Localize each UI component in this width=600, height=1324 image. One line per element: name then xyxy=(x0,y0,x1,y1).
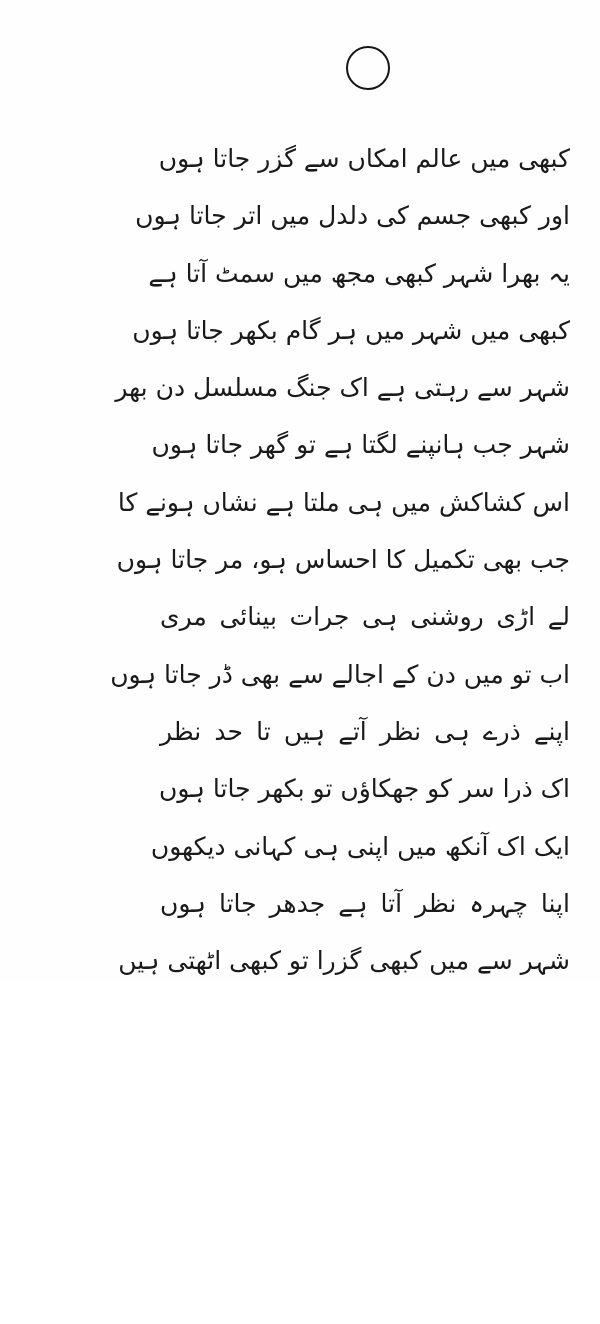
circle-mark xyxy=(346,46,390,90)
poem-line: اور کبھی جسم کی دلدل میں اتر جاتا ہوں xyxy=(135,201,570,231)
poem-line: لے اڑی روشنی ہی جرات بینائی مری xyxy=(160,602,570,632)
poem-line: ایک اک آنکھ میں اپنی ہی کہانی دیکھوں xyxy=(150,831,570,861)
poem-line: کبھی میں عالم امکاں سے گزر جاتا ہوں xyxy=(158,144,570,173)
poem-line: یہ بھرا شہر کبھی مجھ میں سمٹ آتا ہے xyxy=(148,258,570,288)
poem-line: اس کشاکش میں ہی ملتا ہے نشاں ہونے کا xyxy=(117,487,570,517)
blank-area xyxy=(0,980,600,1324)
poem-text xyxy=(110,130,570,976)
poem-line: شہر جب ہانپنے لگتا ہے تو گھر جاتا ہوں xyxy=(151,430,570,460)
poem-line: اب تو میں دن کے اجالے سے بھی ڈر جاتا ہوں xyxy=(110,659,570,689)
poem-line: کبھی میں شہر میں ہر گام بکھر جاتا ہوں xyxy=(132,315,570,345)
poem-line-cut-off: شہر سے میں کبھی گزرا تو کبھی اٹھتی ہیں xyxy=(118,946,570,976)
poem-line: شہر سے رہتی ہے اک جنگ مسلسل دن بھر xyxy=(115,373,570,403)
poem-line: اپنا چہرہ نظر آتا ہے جدھر جاتا ہوں xyxy=(160,888,570,918)
poem-line: اپنے ذرے ہی نظر آتے ہیں تا حد نظر xyxy=(160,716,570,746)
poem-line: اک ذرا سر کو جھکاؤں تو بکھر جاتا ہوں xyxy=(159,774,570,804)
poem-line: جب بھی تکمیل کا احساس ہو، مر جاتا ہوں xyxy=(116,545,570,575)
